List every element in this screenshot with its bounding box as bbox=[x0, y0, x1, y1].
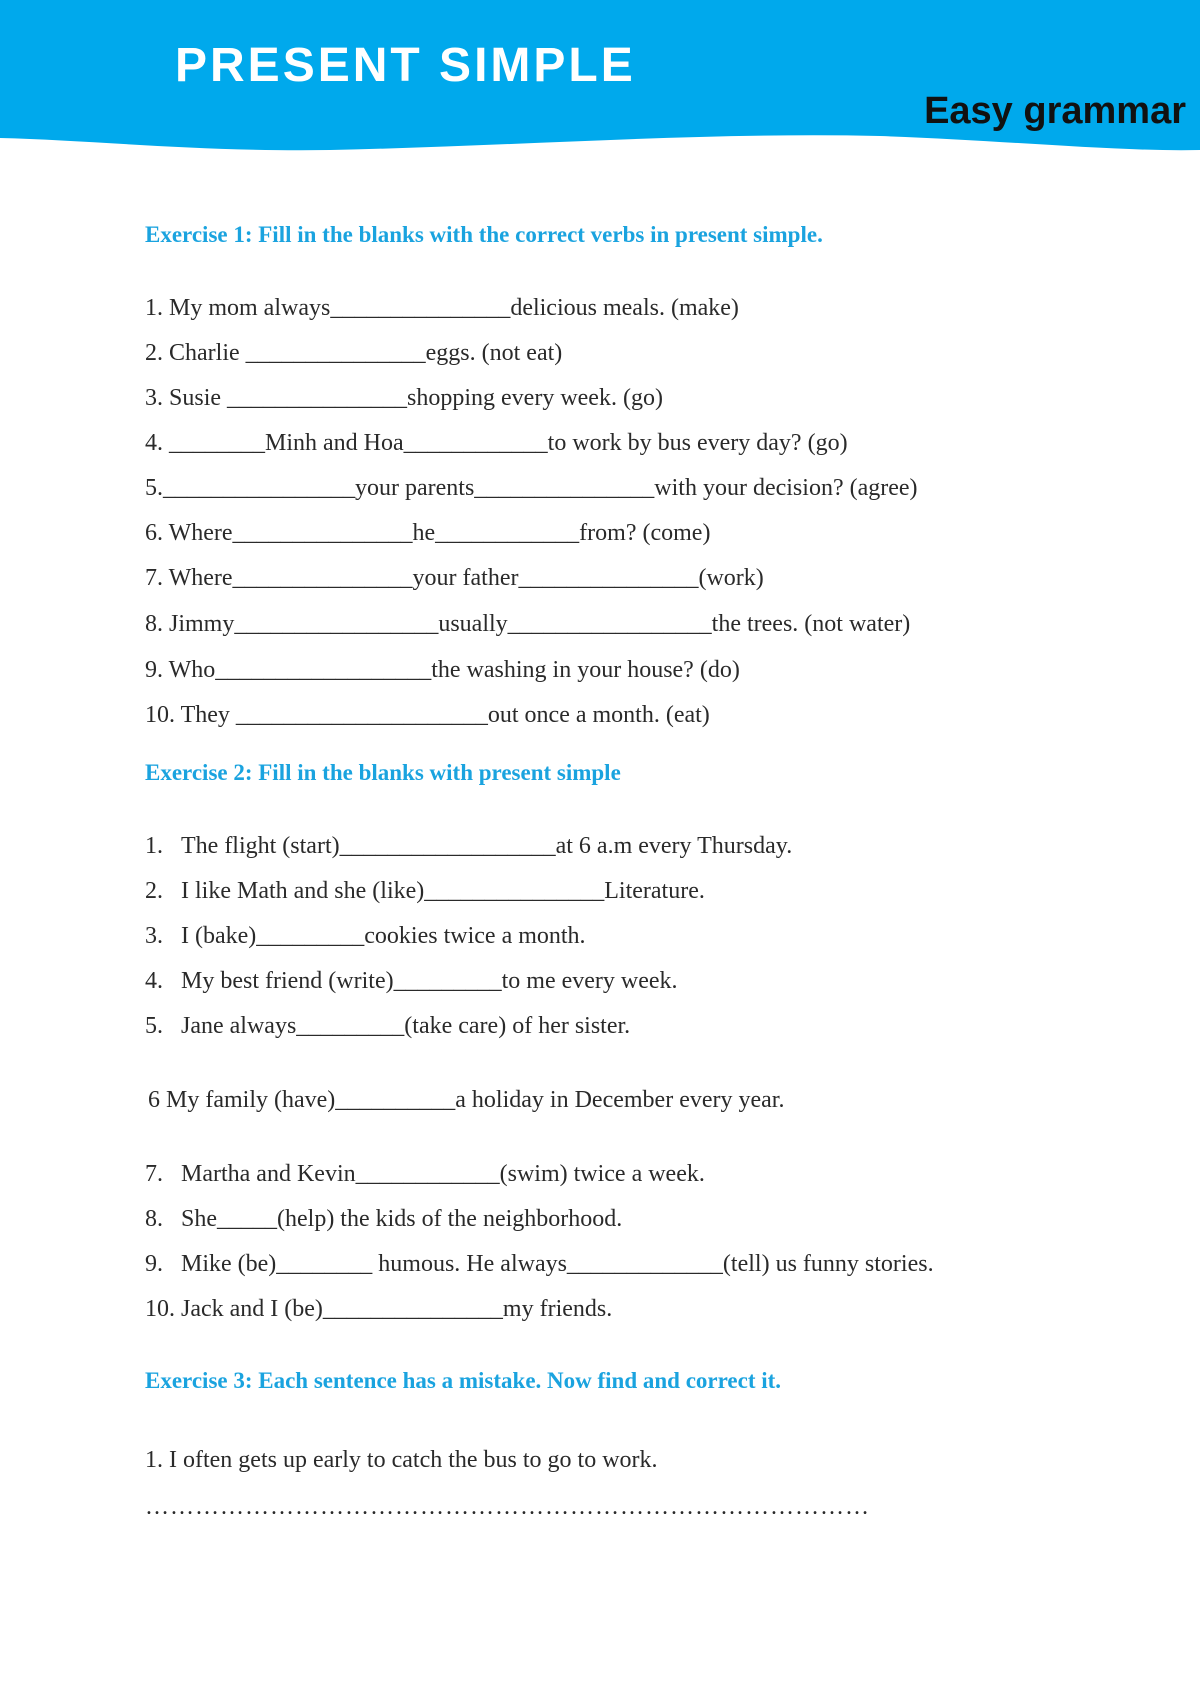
item-number: 3. bbox=[145, 923, 163, 949]
item-text: Martha and Kevin____________(swim) twice a week. bbox=[181, 1161, 705, 1187]
item-text: 6 My family (have)__________a holiday in December every year. bbox=[148, 1087, 785, 1113]
exercise-2-item bbox=[145, 834, 792, 858]
exercise-1-item: 8. Jimmy_________________usually_________________the trees. (not water) bbox=[145, 611, 911, 637]
exercise-1-item: 2. Charlie _______________eggs. (not eat) bbox=[145, 340, 563, 366]
exercise-2-item bbox=[145, 924, 586, 948]
exercise-2-heading: Exercise 2: Fill in the blanks with present simple bbox=[145, 760, 621, 785]
item-text: The flight (start)__________________at 6 a.m every Thursday. bbox=[181, 833, 793, 859]
item-text: Jack and I (be)_______________my friends. bbox=[181, 1296, 613, 1322]
exercise-2-item bbox=[145, 1014, 630, 1038]
item-number: 5. bbox=[145, 1013, 163, 1039]
item-number: 4. bbox=[145, 968, 163, 994]
item-number: 7. bbox=[145, 1161, 163, 1187]
exercise-2-item bbox=[145, 1162, 705, 1186]
item-number: 9. bbox=[145, 1251, 163, 1277]
exercise-1-item: 5.________________your parents_______________with your decision? (agree) bbox=[145, 475, 918, 501]
item-text: Jane always_________(take care) of her sister. bbox=[181, 1013, 631, 1039]
item-number: 10. bbox=[145, 1296, 175, 1322]
answer-line: …………………………………………………………………………… bbox=[145, 1494, 870, 1520]
exercise-1-item: 1. My mom always_______________delicious meals. (make) bbox=[145, 295, 739, 321]
item-text: I (bake)_________cookies twice a month. bbox=[181, 923, 586, 949]
exercise-1-item: 9. Who__________________the washing in your house? (do) bbox=[145, 657, 740, 683]
item-text: My best friend (write)_________to me every week. bbox=[181, 968, 678, 994]
exercise-1-item: 7. Where_______________your father_______________(work) bbox=[145, 565, 764, 591]
exercise-2-item bbox=[145, 1297, 612, 1321]
exercise-1-item: 10. They _____________________out once a month. (eat) bbox=[145, 702, 710, 728]
page-title: PRESENT SIMPLE bbox=[175, 39, 636, 92]
item-number: 1. bbox=[145, 833, 163, 859]
exercise-1-item: 4. ________Minh and Hoa____________to work by bus every day? (go) bbox=[145, 430, 848, 456]
exercise-2-item bbox=[145, 879, 705, 903]
exercise-3-heading: Exercise 3: Each sentence has a mistake. Now find and correct it. bbox=[145, 1368, 782, 1393]
exercise-1-item: 6. Where_______________he____________from? (come) bbox=[145, 520, 711, 546]
exercise-1-heading: Exercise 1: Fill in the blanks with the correct verbs in present simple. bbox=[145, 222, 823, 247]
item-text: Mike (be)________ humous. He always_____________(tell) us funny stories. bbox=[181, 1251, 934, 1277]
item-text: She_____(help) the kids of the neighborhood. bbox=[181, 1206, 623, 1232]
item-number: 8. bbox=[145, 1206, 163, 1232]
item-text: I like Math and she (like)_______________Literature. bbox=[181, 878, 705, 904]
page-subtitle: Easy grammar bbox=[924, 90, 1186, 132]
exercise-2-item bbox=[145, 1207, 622, 1231]
exercise-3-item: 1. I often gets up early to catch the bus to go to work. bbox=[145, 1447, 658, 1473]
exercise-2-item bbox=[148, 1088, 784, 1112]
exercise-2-item bbox=[145, 1252, 934, 1276]
item-number: 2. bbox=[145, 878, 163, 904]
exercise-2-item bbox=[145, 969, 678, 993]
exercise-1-item: 3. Susie _______________shopping every week. (go) bbox=[145, 385, 663, 411]
